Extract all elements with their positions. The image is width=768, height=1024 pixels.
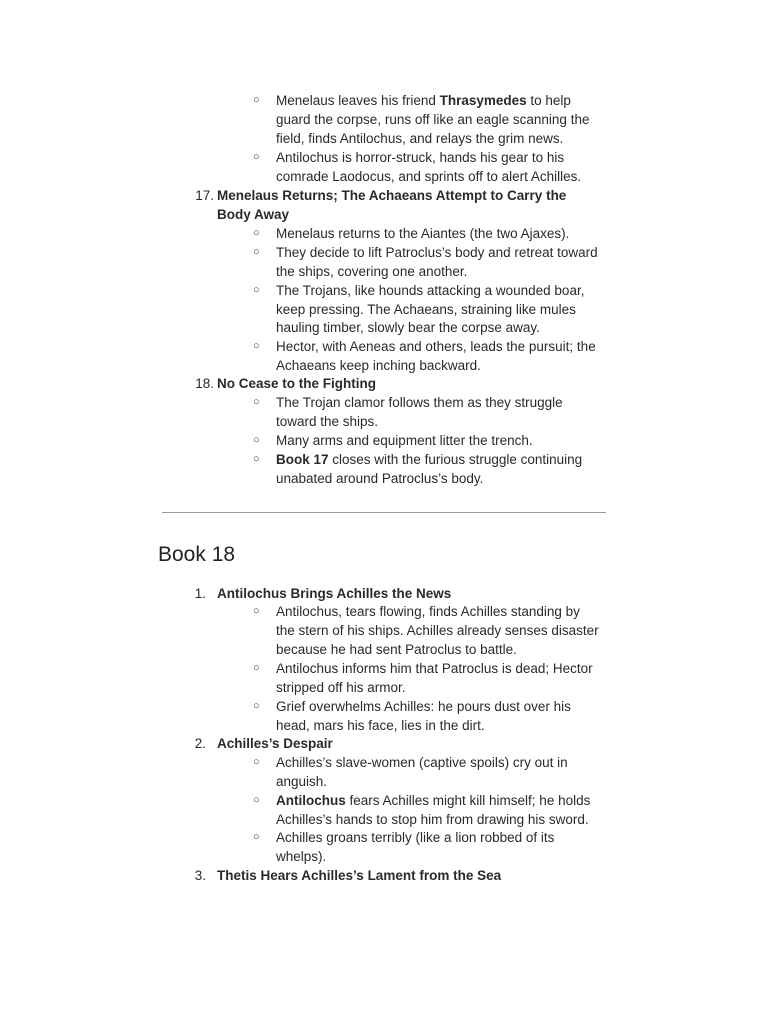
bullet-text: Achaeans keep inching backward. — [276, 358, 481, 373]
bullet-text: Book 17 closes with the furious struggle continuing — [276, 452, 583, 467]
bullet-icon: ○ — [253, 756, 260, 768]
bullet-text: Many arms and equipment litter the trench. — [276, 433, 533, 448]
bullet-icon: ○ — [253, 94, 260, 106]
list-number: 1. — [194, 586, 206, 601]
list-number: 17. — [195, 188, 214, 203]
bullet-text: stripped off his armor. — [276, 680, 406, 695]
bullet-text: Achilles’s slave-women (captive spoils) cry out in — [276, 755, 568, 770]
bullet-text: Menelaus leaves his friend Thrasymedes to help — [276, 93, 571, 108]
bullet-text: Achilles groans terribly (like a lion robbed of its — [276, 830, 555, 845]
bullet-text: Antilochus fears Achilles might kill himself; he holds — [276, 793, 591, 808]
bullet-text: Menelaus returns to the Aiantes (the two Ajaxes). — [276, 226, 570, 241]
bullet-text: Antilochus informs him that Patroclus is dead; Hector — [276, 661, 593, 676]
bullet-text: toward the ships. — [276, 414, 379, 429]
bullet-text: hauling timber, slowly bear the corpse away. — [276, 320, 540, 335]
bullet-icon: ○ — [253, 151, 260, 163]
bullet-icon: ○ — [253, 662, 260, 674]
bullet-text: keep pressing. The Achaeans, straining like mules — [276, 302, 576, 317]
bullet-text: because he had sent Patroclus to battle. — [276, 642, 517, 657]
bullet-text: Hector, with Aeneas and others, leads the pursuit; the — [276, 339, 596, 354]
bullet-icon: ○ — [253, 831, 260, 843]
bullet-icon: ○ — [253, 700, 260, 712]
bullet-text: Grief overwhelms Achilles: he pours dust over his — [276, 699, 571, 714]
bullet-text: Achilles’s hands to stop him from drawing his sword. — [276, 812, 589, 827]
bullet-text: unabated around Patroclus’s body. — [276, 471, 484, 486]
bullet-text: field, finds Antilochus, and relays the grim news. — [276, 131, 564, 146]
bullet-text: anguish. — [276, 774, 328, 789]
list-number: 18. — [195, 376, 214, 391]
bullet-icon: ○ — [253, 284, 260, 296]
bullet-text: Antilochus is horror-struck, hands his gear to his — [276, 150, 565, 165]
bullet-text: They decide to lift Patroclus’s body and retreat toward — [276, 245, 598, 260]
list-item-title: Body Away — [217, 207, 290, 222]
list-item-title: Antilochus Brings Achilles the News — [217, 586, 452, 601]
bullet-text: guard the corpse, runs off like an eagle scanning the — [276, 112, 590, 127]
bullet-text: The Trojan clamor follows them as they struggle — [276, 395, 563, 410]
bullet-text: The Trojans, like hounds attacking a wounded boar, — [276, 283, 585, 298]
bullet-icon: ○ — [253, 605, 260, 617]
bullet-icon: ○ — [253, 227, 260, 239]
bullet-text: comrade Laodocus, and sprints off to alert Achilles. — [276, 169, 582, 184]
horizontal-rule — [162, 512, 606, 513]
bullet-icon: ○ — [253, 434, 260, 446]
bullet-text: whelps). — [276, 849, 327, 864]
bullet-text: the ships, covering one another. — [276, 264, 468, 279]
bullet-text: Antilochus, tears flowing, finds Achilles standing by — [276, 604, 580, 619]
bullet-icon: ○ — [253, 453, 260, 465]
bullet-icon: ○ — [253, 794, 260, 806]
list-item-title: Thetis Hears Achilles’s Lament from the Sea — [217, 868, 502, 883]
bullet-icon: ○ — [253, 340, 260, 352]
section-heading: Book 18 — [158, 543, 236, 566]
list-number: 2. — [194, 736, 206, 751]
list-item-title: Menelaus Returns; The Achaeans Attempt to Carry the — [217, 188, 567, 203]
list-item-title: Achilles’s Despair — [217, 736, 333, 751]
list-number: 3. — [194, 868, 206, 883]
bullet-icon: ○ — [253, 396, 260, 408]
bullet-icon: ○ — [253, 246, 260, 258]
bullet-text: the stern of his ships. Achilles already senses disaster — [276, 623, 599, 638]
list-item-title: No Cease to the Fighting — [217, 376, 377, 391]
bullet-text: head, mars his face, lies in the dirt. — [276, 718, 485, 733]
